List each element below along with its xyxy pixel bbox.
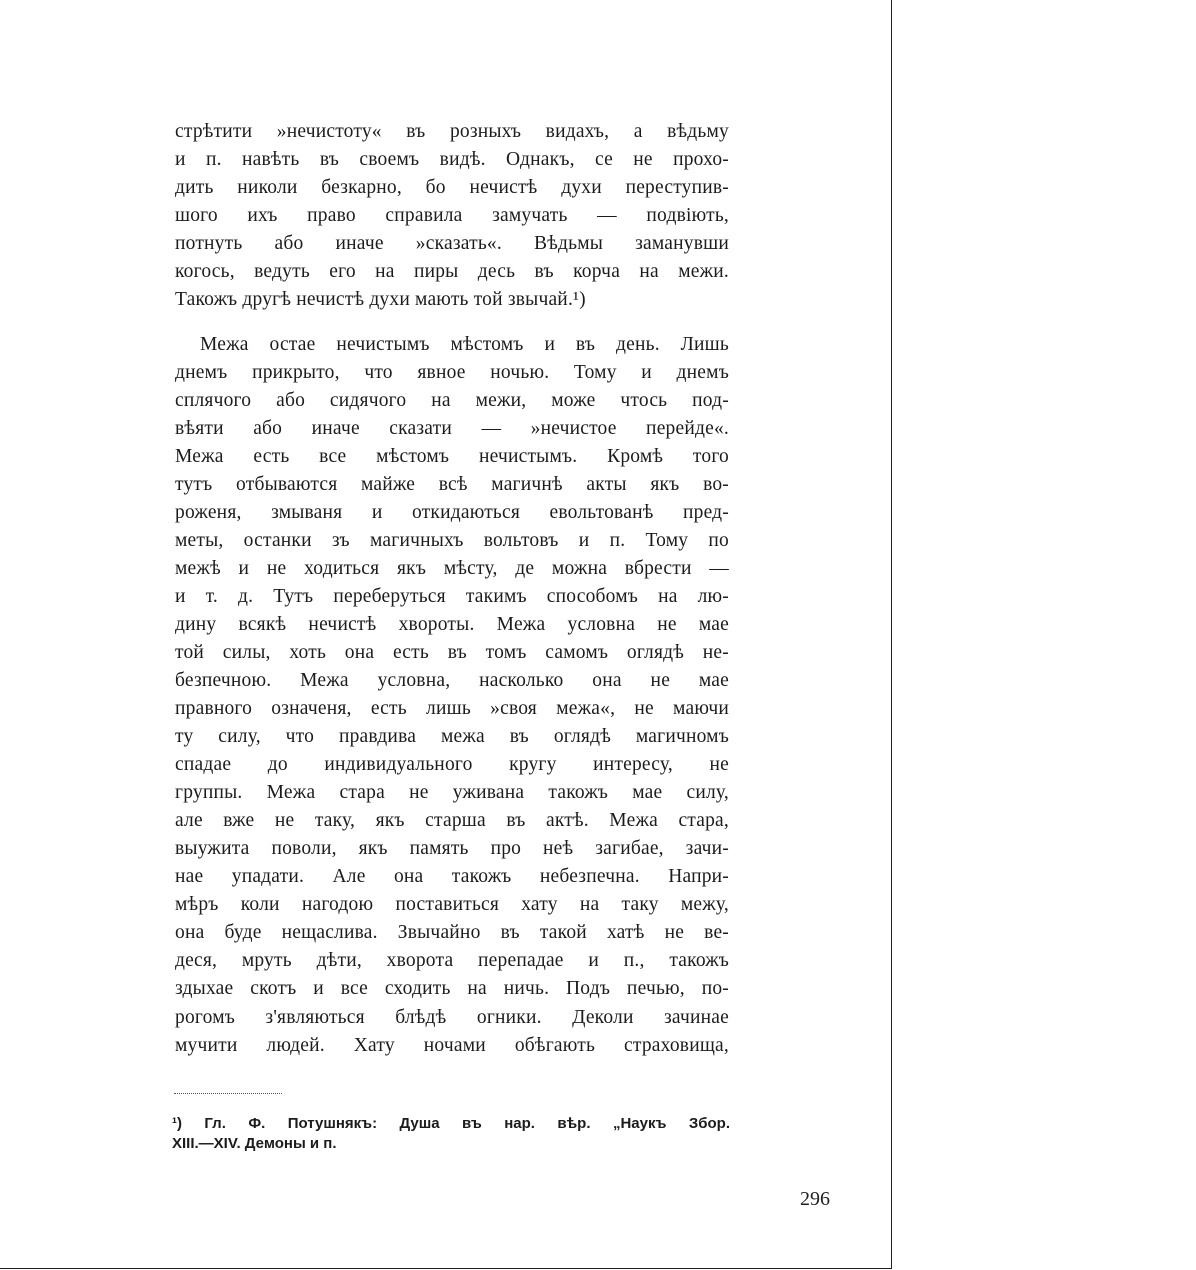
body-line: вѣяти або иначе сказати — »нечистое перейде«.	[175, 418, 729, 439]
body-line: нае упадати. Але она такожъ небезпечна. Напри-	[175, 866, 729, 887]
body-line: потнуть або иначе »сказать«. Вѣдьмы заманувши	[175, 233, 729, 254]
body-line: межѣ и не ходиться якъ мѣсту, де можна вбрести —	[175, 558, 729, 579]
body-line: дину всякѣ нечистѣ хвороты. Межа условна не мае	[175, 614, 729, 635]
body-line: когось, ведуть его на пиры десь въ корча на межи.	[175, 261, 729, 282]
body-line: тутъ отбываются майже всѣ магичнѣ акты якъ во-	[175, 474, 729, 495]
body-line: дить николи безкарно, бо нечистѣ духи переступив-	[175, 177, 729, 198]
body-line: меты, останки зъ магичныхъ вольтовъ и п. Тому по	[175, 530, 729, 551]
body-line: и т. д. Тутъ переберуться такимъ способомъ на лю-	[175, 586, 729, 607]
body-line: Межа есть все мѣстомъ нечистымъ. Кромѣ того	[175, 446, 729, 467]
body-line: выужита поволи, якъ память про неѣ загибае, зачи-	[175, 838, 729, 859]
footnote-divider	[174, 1093, 282, 1094]
body-line: Межа остае нечистымъ мѣстомъ и въ день. Лишь	[200, 334, 729, 355]
body-line: она буде нещаслива. Звычайно въ такой хатѣ не ве-	[175, 922, 729, 943]
footnote-line: ¹) Гл. Ф. Потушнякъ: Душа въ нар. вѣр. „Наукъ Збор.	[172, 1115, 730, 1132]
body-line: днемъ прикрыто, что явное ночью. Тому и днемъ	[175, 362, 729, 383]
body-line: роженя, змываня и откидаються евольтованѣ пред-	[175, 502, 729, 523]
body-line: той силы, хоть она есть въ томъ самомъ оглядѣ не-	[175, 642, 729, 663]
body-line: мѣръ коли нагодою поставиться хату на таку межу,	[175, 894, 729, 915]
footnote-line: XIII.—XIV. Демоны и п.	[172, 1135, 337, 1152]
body-line: рогомъ з'являються блѣдѣ огники. Деколи зачинае	[175, 1007, 729, 1028]
body-line: группы. Межа стара не уживана такожъ мае силу,	[175, 782, 729, 803]
body-line: сплячого або сидячого на межи, може чтось под-	[175, 390, 729, 411]
body-line: стрѣтити »нечистоту« въ розныхъ видахъ, а вѣдьму	[175, 121, 729, 142]
body-line: дeся, мруть дѣти, хворота перепадае и п., такожъ	[175, 950, 729, 971]
body-line: але вже не таку, якъ старша въ актѣ. Межа стара,	[175, 810, 729, 831]
page-number: 296	[800, 1188, 830, 1210]
body-line: безпечною. Межа условна, насколько она не мае	[175, 670, 729, 691]
body-line: здыхае скотъ и все сходить на ничь. Подъ печью, по-	[175, 978, 729, 999]
body-line: правного означеня, есть лишь »своя межа«, не маючи	[175, 698, 729, 719]
body-line: ту силу, что правдива межа въ оглядѣ магичномъ	[175, 726, 729, 747]
body-line: спадае до индивидуального кругу интересу, не	[175, 754, 729, 775]
body-line: и п. навѣть въ своемъ видѣ. Однакъ, се не прохо-	[175, 149, 729, 170]
body-line: Такожъ другѣ нечистѣ духи мають той звычай.¹)	[175, 289, 586, 310]
body-line: шого ихъ право справила замучать — подвіють,	[175, 205, 729, 226]
body-line: мучити людей. Хату ночами обѣгають страховища,	[175, 1035, 729, 1056]
